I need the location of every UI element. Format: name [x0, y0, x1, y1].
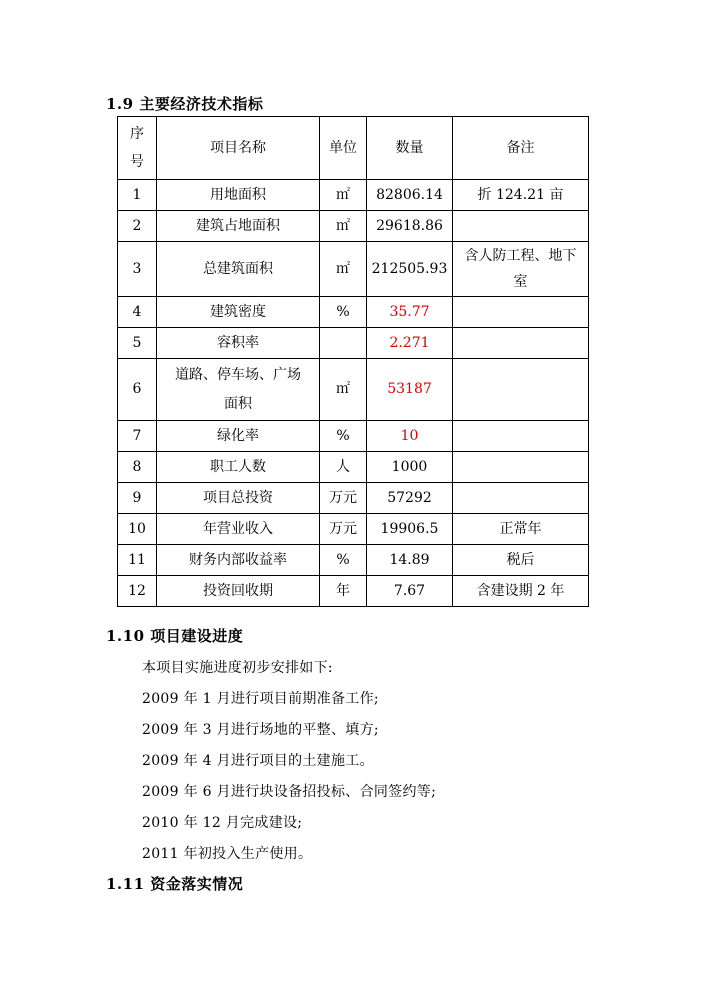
cell-unit: ㎡: [320, 211, 367, 242]
cell-note: [453, 421, 589, 452]
header-name: 项目名称: [157, 117, 320, 180]
cell-note: 含人防工程、地下室: [453, 242, 589, 297]
schedule-paragraph: 2010 年 12 月完成建设;: [142, 815, 303, 831]
schedule-paragraph: 2009 年 1 月进行项目前期准备工作;: [142, 691, 379, 707]
table-body: [118, 117, 589, 607]
economic-indicators-table: [117, 116, 589, 607]
cell-unit: 人: [320, 452, 367, 483]
cell-qty: 29618.86: [367, 211, 453, 242]
cell-name: 用地面积: [157, 180, 320, 211]
cell-no: 7: [118, 421, 157, 452]
cell-qty: 1000: [367, 452, 453, 483]
table-row: [118, 514, 589, 545]
cell-name: 建筑密度: [157, 297, 320, 328]
cell-no: 1: [118, 180, 157, 211]
cell-unit: ㎡: [320, 359, 367, 421]
cell-name: 道路、停车场、广场面积: [157, 359, 320, 421]
header-note: 备注: [453, 117, 589, 180]
header-no: 序号: [118, 117, 157, 180]
cell-unit: %: [320, 545, 367, 576]
table-row: [118, 242, 589, 297]
cell-note: [453, 328, 589, 359]
section-1-9-heading: 1.9 主要经济技术指标: [106, 95, 264, 113]
cell-qty: 7.67: [367, 576, 453, 607]
table-row: [118, 297, 589, 328]
cell-unit: 年: [320, 576, 367, 607]
cell-qty: 14.89: [367, 545, 453, 576]
cell-qty: 10: [367, 421, 453, 452]
table-header-row: [118, 117, 589, 180]
cell-note: 正常年: [453, 514, 589, 545]
header-unit: 单位: [320, 117, 367, 180]
cell-note: 税后: [453, 545, 589, 576]
cell-unit: 万元: [320, 483, 367, 514]
cell-unit: ㎡: [320, 242, 367, 297]
cell-qty: 82806.14: [367, 180, 453, 211]
cell-qty: 2.271: [367, 328, 453, 359]
cell-note: 折 124.21 亩: [453, 180, 589, 211]
cell-no: 5: [118, 328, 157, 359]
schedule-paragraph: 2009 年 6 月进行块设备招投标、合同签约等;: [142, 784, 437, 800]
schedule-paragraph: 2009 年 3 月进行场地的平整、填方;: [142, 722, 379, 738]
cell-name: 财务内部收益率: [157, 545, 320, 576]
table-row: [118, 545, 589, 576]
cell-name: 职工人数: [157, 452, 320, 483]
cell-no: 4: [118, 297, 157, 328]
schedule-paragraph: 本项目实施进度初步安排如下:: [142, 660, 333, 676]
section-1-10-heading: 1.10 项目建设进度: [106, 627, 244, 645]
cell-note: [453, 483, 589, 514]
cell-no: 12: [118, 576, 157, 607]
cell-name: 绿化率: [157, 421, 320, 452]
table-row: [118, 421, 589, 452]
cell-qty: 53187: [367, 359, 453, 421]
cell-name: 项目总投资: [157, 483, 320, 514]
cell-unit: ㎡: [320, 180, 367, 211]
cell-name: 总建筑面积: [157, 242, 320, 297]
table-row: [118, 211, 589, 242]
header-qty: 数量: [367, 117, 453, 180]
cell-no: 3: [118, 242, 157, 297]
cell-no: 8: [118, 452, 157, 483]
cell-unit: 万元: [320, 514, 367, 545]
table-row: [118, 359, 589, 421]
table-row: [118, 452, 589, 483]
table-row: [118, 328, 589, 359]
cell-qty: 57292: [367, 483, 453, 514]
cell-no: 2: [118, 211, 157, 242]
cell-no: 11: [118, 545, 157, 576]
schedule-paragraph: 2009 年 4 月进行项目的土建施工。: [142, 753, 374, 769]
cell-name: 年营业收入: [157, 514, 320, 545]
cell-qty: 212505.93: [367, 242, 453, 297]
table-row: [118, 576, 589, 607]
cell-qty: 35.77: [367, 297, 453, 328]
table-row: [118, 483, 589, 514]
cell-note: [453, 452, 589, 483]
cell-unit: %: [320, 297, 367, 328]
cell-note: [453, 297, 589, 328]
cell-note: [453, 359, 589, 421]
schedule-paragraph: 2011 年初投入生产使用。: [142, 846, 313, 862]
cell-qty: 19906.5: [367, 514, 453, 545]
cell-no: 6: [118, 359, 157, 421]
cell-name: 建筑占地面积: [157, 211, 320, 242]
cell-name: 投资回收期: [157, 576, 320, 607]
cell-no: 10: [118, 514, 157, 545]
section-1-11-heading: 1.11 资金落实情况: [106, 875, 244, 893]
cell-note: [453, 211, 589, 242]
cell-no: 9: [118, 483, 157, 514]
cell-unit: [320, 328, 367, 359]
cell-name: 容积率: [157, 328, 320, 359]
cell-unit: %: [320, 421, 367, 452]
table-row: [118, 180, 589, 211]
cell-note: 含建设期 2 年: [453, 576, 589, 607]
